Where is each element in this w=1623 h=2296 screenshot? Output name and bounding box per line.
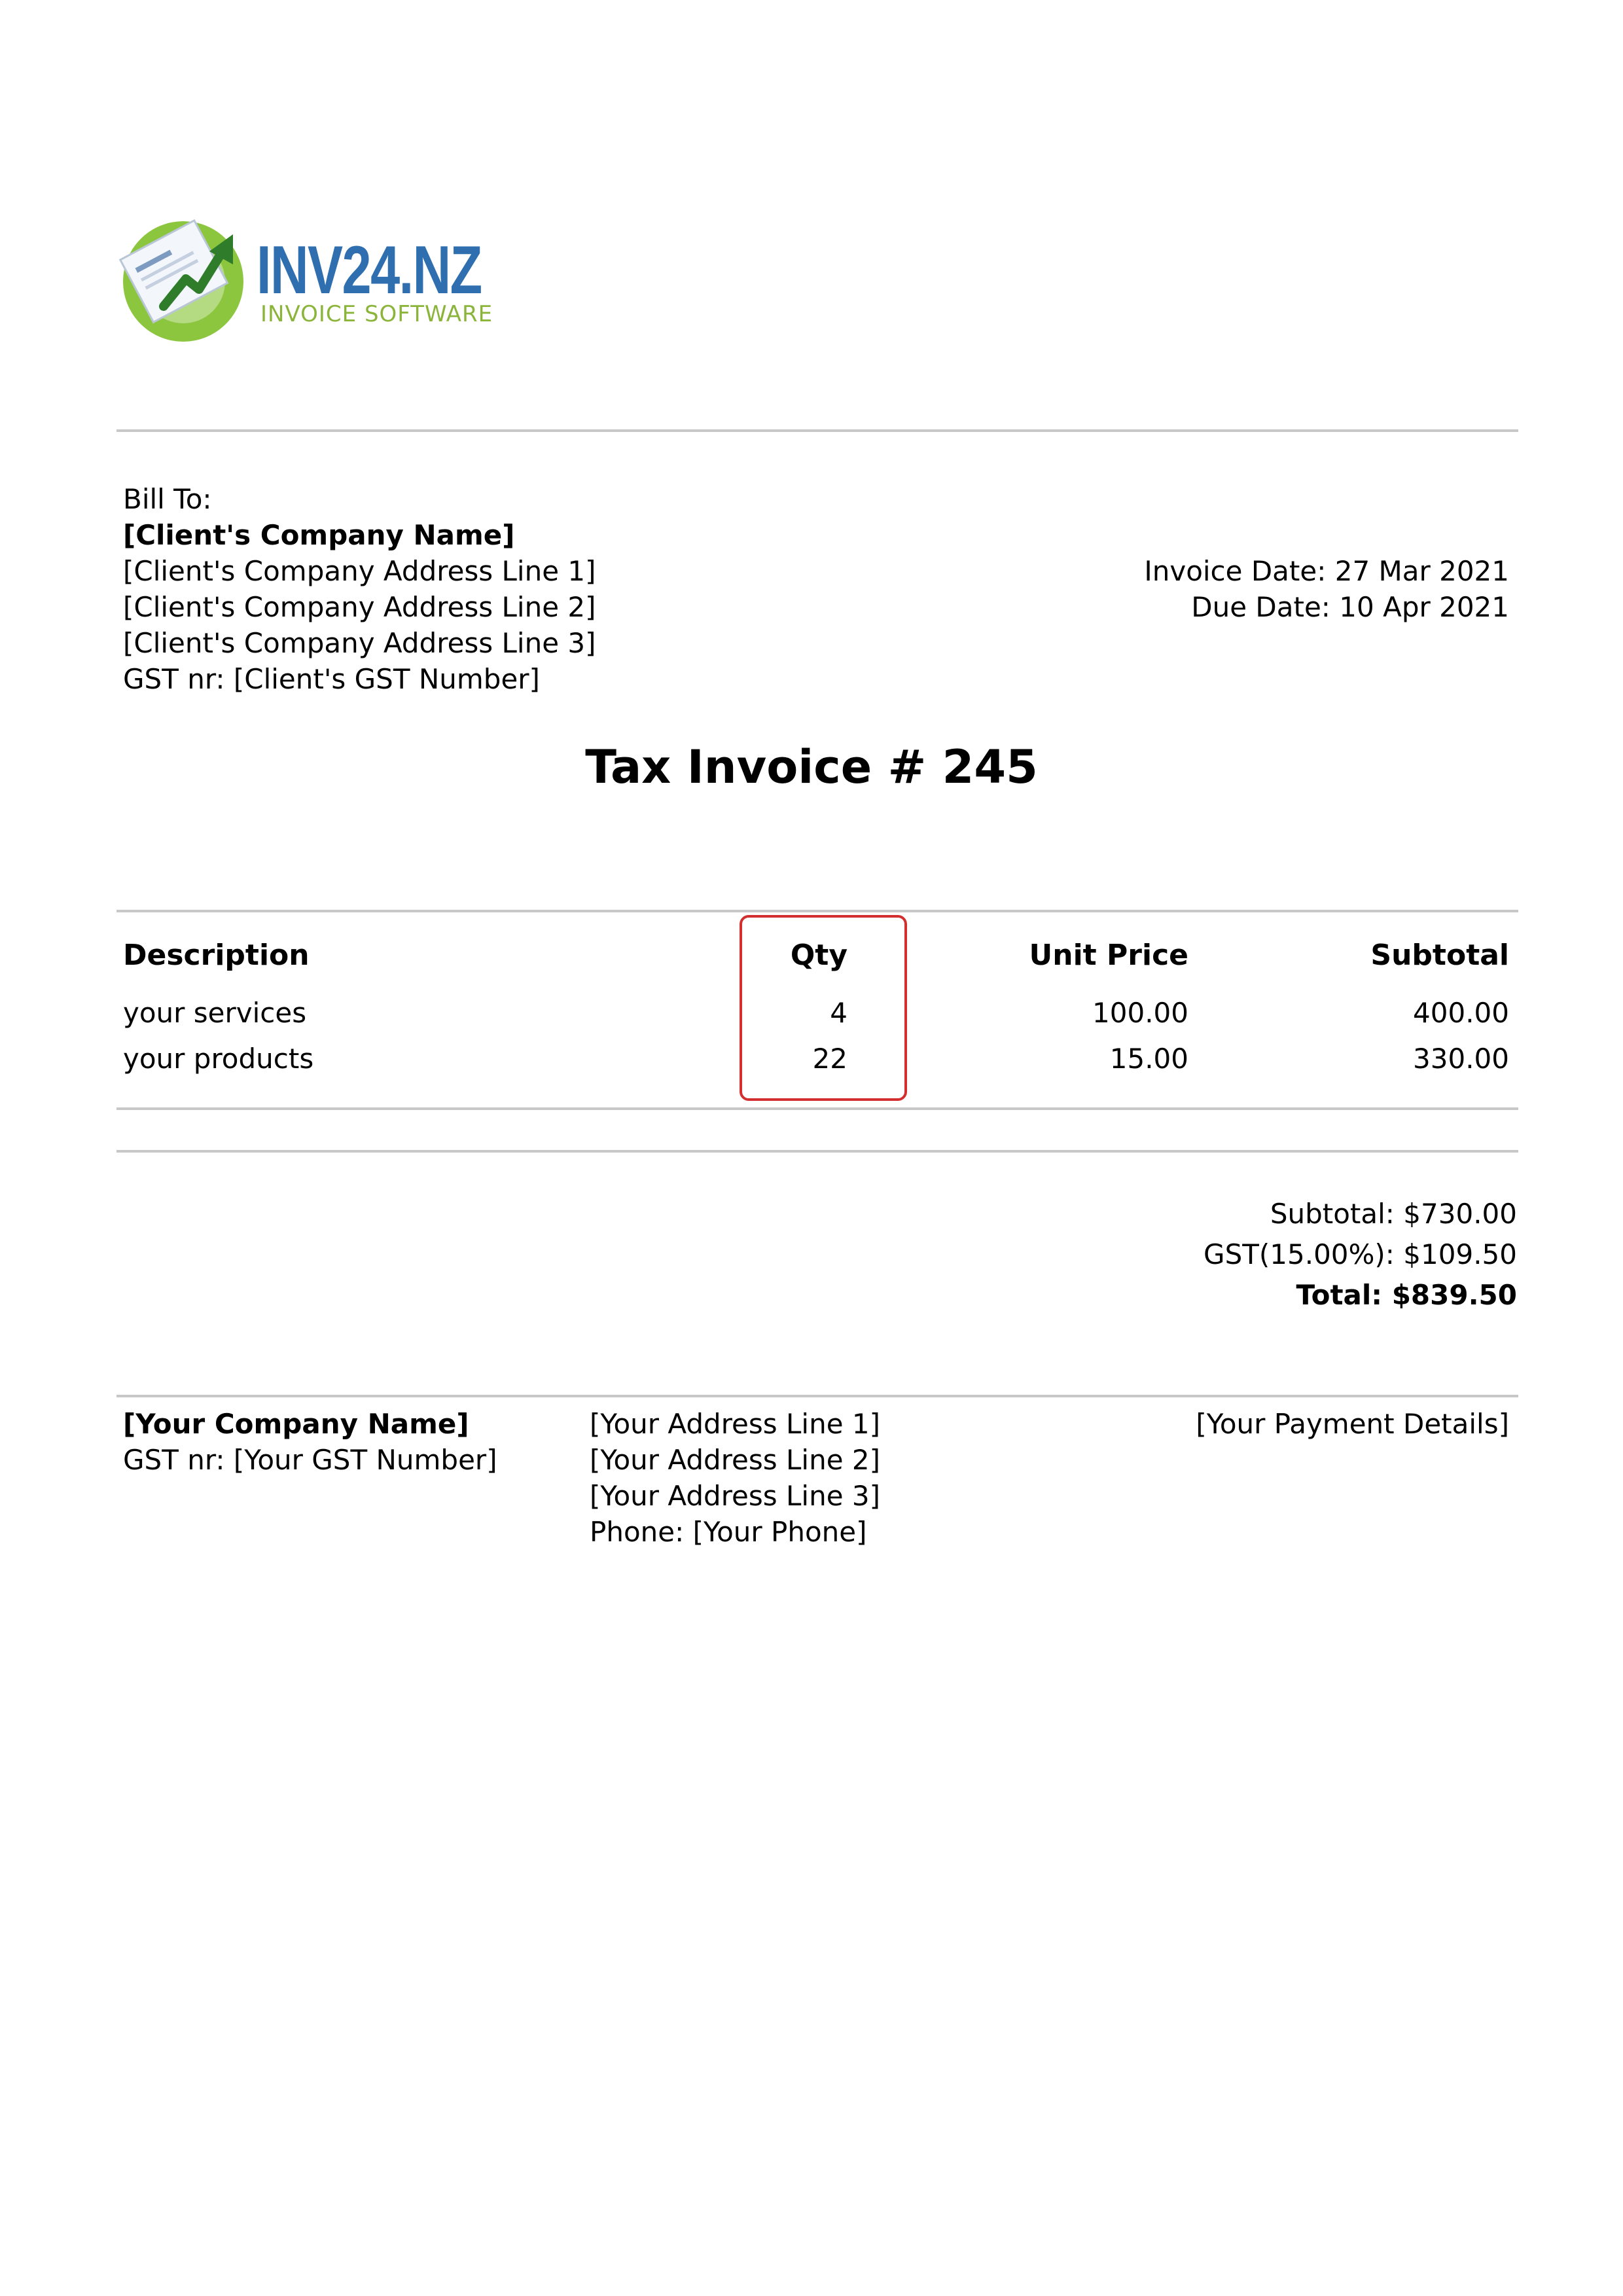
your-phone: Phone: [Your Phone] — [590, 1516, 867, 1548]
column-header-qty: Qty — [790, 939, 847, 972]
client-address-line-3: [Client's Company Address Line 3] — [123, 627, 596, 659]
bill-to-label: Bill To: — [123, 483, 212, 515]
totals-total: Total: $839.50 — [1296, 1279, 1517, 1311]
row-unit-price: 100.00 — [1092, 997, 1188, 1029]
logo-tagline: INVOICE SOFTWARE — [260, 301, 493, 327]
client-address-line-2: [Client's Company Address Line 2] — [123, 591, 596, 623]
logo-wordmark: INV24.NZ — [257, 232, 482, 308]
row-description: your products — [123, 1043, 314, 1075]
your-address-line-3: [Your Address Line 3] — [590, 1480, 880, 1512]
company-logo — [118, 208, 510, 346]
invoice-date: Invoice Date: 27 Mar 2021 — [1144, 555, 1509, 587]
totals-subtotal: Subtotal: $730.00 — [1270, 1198, 1517, 1230]
totals-gst: GST(15.00%): $109.50 — [1204, 1238, 1517, 1270]
footer-divider — [116, 1395, 1518, 1397]
your-address-line-1: [Your Address Line 1] — [590, 1408, 880, 1440]
your-company-name: [Your Company Name] — [123, 1408, 469, 1440]
row-qty: 22 — [812, 1043, 847, 1075]
qty-column-highlight — [740, 915, 907, 1101]
row-subtotal: 400.00 — [1413, 997, 1509, 1029]
column-header-description: Description — [123, 939, 310, 972]
header-divider — [116, 429, 1518, 432]
your-gst-number: GST nr: [Your GST Number] — [123, 1444, 497, 1476]
client-address-line-1: [Client's Company Address Line 1] — [123, 555, 596, 587]
invoice-arrow-logo-icon — [118, 208, 249, 346]
table-bottom-divider — [116, 1107, 1518, 1110]
column-header-unit-price: Unit Price — [1029, 939, 1188, 972]
your-address-line-2: [Your Address Line 2] — [590, 1444, 880, 1476]
your-payment-details: [Your Payment Details] — [1196, 1408, 1509, 1440]
row-unit-price: 15.00 — [1109, 1043, 1188, 1075]
row-subtotal: 330.00 — [1413, 1043, 1509, 1075]
client-gst-number: GST nr: [Client's GST Number] — [123, 663, 540, 695]
totals-divider — [116, 1150, 1518, 1153]
row-description: your services — [123, 997, 307, 1029]
client-company-name: [Client's Company Name] — [123, 519, 515, 551]
invoice-title: Tax Invoice # 245 — [585, 740, 1038, 794]
table-top-divider — [116, 910, 1518, 912]
due-date: Due Date: 10 Apr 2021 — [1191, 591, 1509, 623]
row-qty: 4 — [830, 997, 847, 1029]
column-header-subtotal: Subtotal — [1370, 939, 1509, 972]
